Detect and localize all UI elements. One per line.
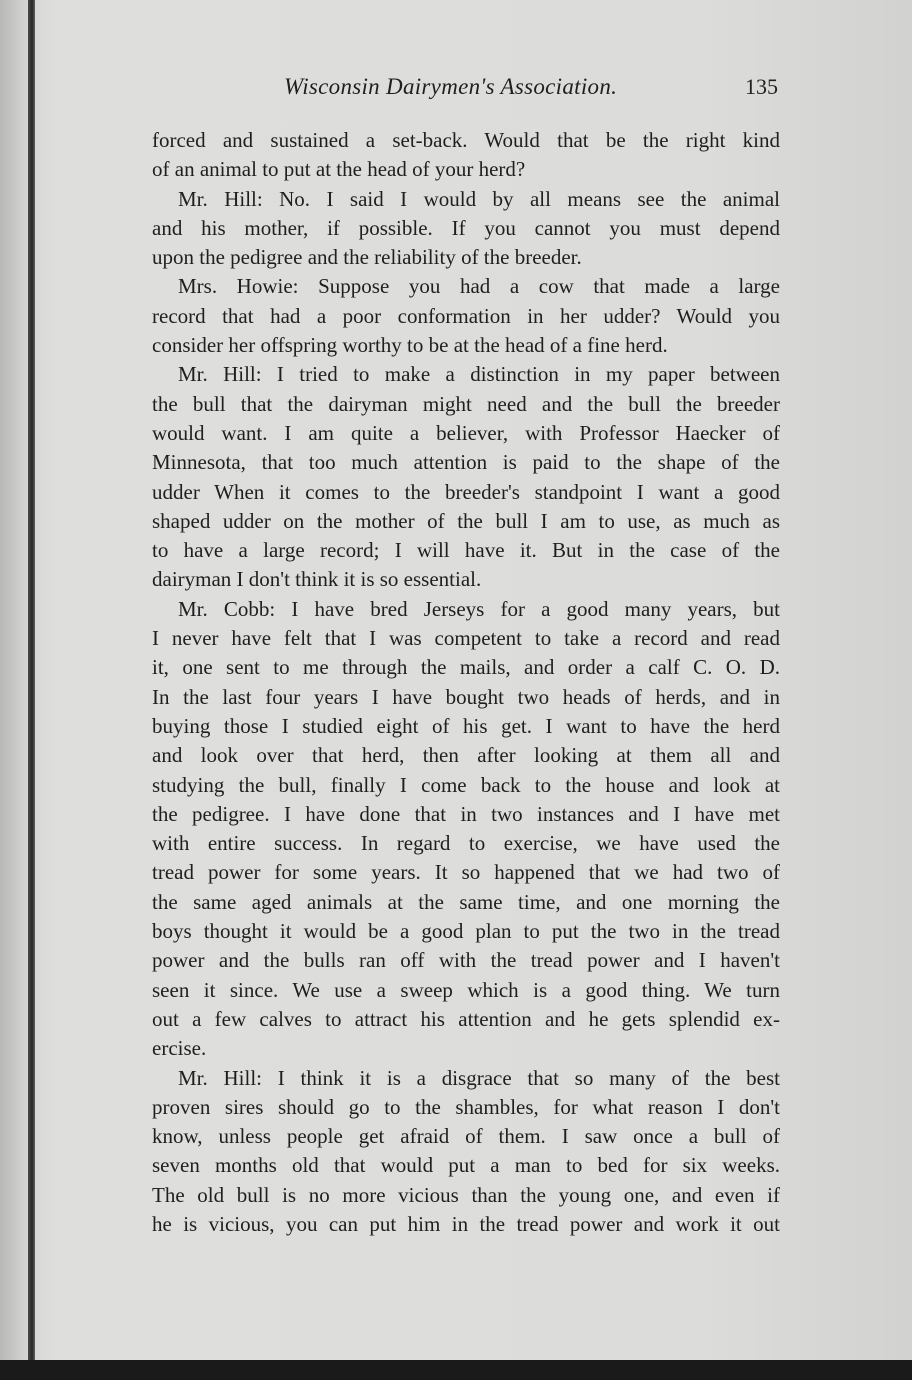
text-line: forced and sustained a set-back. Would that be the right kind — [152, 128, 780, 152]
running-head: Wisconsin Dairymen's Association. — [284, 74, 618, 99]
text-line: Mrs. Howie: Suppose you had a cow that made a large — [178, 274, 780, 299]
text-line: seven months old that would put a man to bed for six weeks. — [152, 1153, 780, 1178]
text-line: tread power for some years. It so happened that we had two of — [152, 860, 780, 885]
text-line: boys thought it would be a good plan to put the two in the tread — [152, 919, 780, 944]
text-line: with entire success. In regard to exercise, we have used the — [152, 831, 780, 856]
text-line: power and the bulls ran off with the tread power and I haven't — [152, 948, 780, 973]
text-line: Minnesota, that too much attention is paid to the shape of the — [152, 450, 780, 475]
text-line: the pedigree. I have done that in two instances and I have met — [152, 801, 780, 826]
scan-bottom-edge — [0, 1360, 912, 1380]
text-line: ercise. — [152, 1036, 207, 1061]
text-line: Mr. Hill: No. I said I would by all means see the animal — [178, 186, 780, 211]
text-line: the same aged animals at the same time, and one morning the — [152, 889, 780, 914]
book-spine-shadow — [28, 0, 35, 1380]
text-line: of an animal to put at the head of your herd? — [152, 157, 526, 182]
text-line: he is vicious, you can put him in the tread power and work it out — [152, 1211, 780, 1236]
text-line: consider her offspring worthy to be at the head of a fine herd. — [152, 333, 668, 358]
text-line: upon the pedigree and the reliability of the breeder. — [152, 245, 582, 270]
text-line: dairyman I don't think it is so essential. — [152, 567, 482, 592]
text-line: out a few calves to attract his attention and he gets splendid ex- — [152, 1006, 780, 1031]
text-line: The old bull is no more vicious than the young one, and even if — [152, 1182, 780, 1207]
text-line: seen it since. We use a sweep which is a good thing. We turn — [152, 977, 780, 1002]
text-line: know, unless people get afraid of them. I saw once a bull of — [152, 1124, 780, 1149]
text-line: to have a large record; I will have it. But in the case of the — [152, 538, 780, 563]
page-number: 135 — [745, 74, 778, 99]
page-header — [152, 74, 780, 108]
text-line: and look over that herd, then after looking at them all and — [152, 743, 780, 768]
text-line: studying the bull, finally I come back to the house and look at — [152, 772, 780, 797]
text-line: and his mother, if possible. If you cannot you must depend — [152, 215, 780, 240]
text-line: would want. I am quite a believer, with Professor Haecker of — [152, 420, 780, 445]
text-line: udder When it comes to the breeder's standpoint I want a good — [152, 479, 780, 504]
text-line: it, one sent to me through the mails, and order a calf C. O. D. — [152, 655, 780, 680]
text-line: shaped udder on the mother of the bull I am to use, as much as — [152, 508, 780, 533]
text-line: I never have felt that I was competent to take a record and read — [152, 626, 780, 651]
text-line: Mr. Cobb: I have bred Jerseys for a good many years, but — [178, 596, 780, 621]
text-line: proven sires should go to the shambles, for what reason I don't — [152, 1094, 780, 1119]
text-line: record that had a poor conformation in her udder? Would you — [152, 303, 780, 328]
text-line: In the last four years I have bought two heads of herds, and in — [152, 684, 780, 709]
text-line: buying those I studied eight of his get. I want to have the herd — [152, 713, 780, 738]
text-line: Mr. Hill: I think it is a disgrace that so many of the best — [178, 1065, 780, 1090]
text-line: the bull that the dairyman might need and the bull the breeder — [152, 391, 780, 416]
text-line: Mr. Hill: I tried to make a distinction in my paper between — [178, 362, 780, 387]
body-text — [152, 126, 780, 1239]
